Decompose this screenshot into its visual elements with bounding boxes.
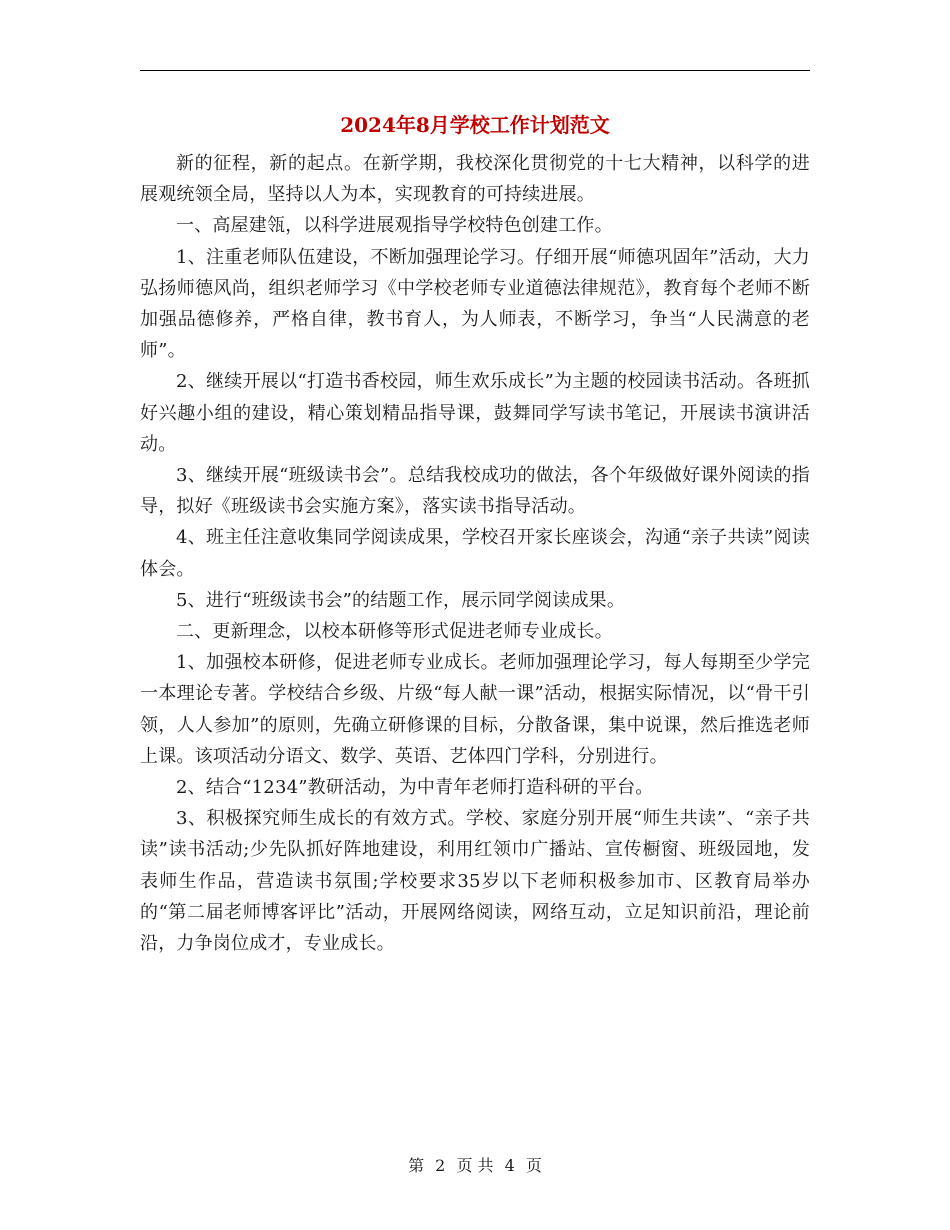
document-title: 2024年8月学校工作计划范文: [340, 113, 610, 137]
paragraph-item: 3、积极探究师生成长的有效方式。学校、家庭分别开展“师生共读”、“亲子共读”读书活动;少先队抓好阵地建设，利用红领巾广播站、宣传橱窗、班级园地，发表师生作品，营造读书氛围;学校要求35岁以下老师积极参加市、区教育局举办的“第二届老师博客评比”活动，开展网络阅读，网络互动，立足知识前沿，理论前沿，力争岗位成才，专业成长。: [140, 808, 810, 955]
footer-current-page: 2: [435, 1156, 446, 1175]
page-footer: [0, 1154, 950, 1178]
footer-prefix: 第: [408, 1156, 425, 1175]
footer-suffix: 页: [525, 1156, 542, 1175]
paragraph-item: 2、结合“1234”教研活动，为中青年老师打造科研的平台。: [176, 777, 654, 799]
section-heading-1: 一、高屋建瓴，以科学进展观指导学校特色创建工作。: [176, 215, 613, 237]
paragraph-item: 2、继续开展以“打造书香校园，师生欢乐成长”为主题的校园读书活动。各班抓好兴趣小组的建设，精心策划精品指导课，鼓舞同学写读书笔记，开展读书演讲活动。: [140, 371, 810, 455]
paragraph-item: 4、班主任注意收集同学阅读成果，学校召开家长座谈会，沟通“亲子共读”阅读体会。: [140, 527, 810, 580]
header-rule: [140, 70, 810, 71]
paragraph-item: 1、注重老师队伍建设，不断加强理论学习。仔细开展“师德巩固年”活动，大力弘扬师德风尚，组织老师学习《中学校老师专业道德法律规范》，教育每个老师不断加强品德修养，严格自律，教书育人，为人师表，不断学习，争当“人民满意的老师”。: [140, 246, 810, 362]
paragraph-item: 5、进行“班级读书会”的结题工作，展示同学阅读成果。: [176, 589, 626, 611]
paragraph-intro: 新的征程，新的起点。在新学期，我校深化贯彻党的十七大精神，以科学的进展观统领全局，坚持以人为本，实现教育的可持续进展。: [140, 153, 810, 206]
footer-total-pages: 4: [504, 1156, 515, 1175]
paragraph-item: 1、加强校本研修，促进老师专业成长。老师加强理论学习，每人每期至少学完一本理论专著。学校结合乡级、片级“每人献一课”活动，根据实际情况，以“骨干引领，人人参加”的原则，先确立研修课的目标，分散备课，集中说课，然后推选老师上课。该项活动分语文、数学、英语、艺体四门学科，分别进行。: [140, 652, 810, 767]
section-heading-2: 二、更新理念，以校本研修等形式促进老师专业成长。: [176, 621, 613, 643]
paragraph-item: 3、继续开展“班级读书会”。总结我校成功的做法，各个年级做好课外阅读的指导，拟好《班级读书会实施方案》，落实读书指导活动。: [140, 465, 810, 518]
footer-middle: 页 共: [456, 1156, 494, 1175]
document-body: [140, 148, 810, 959]
